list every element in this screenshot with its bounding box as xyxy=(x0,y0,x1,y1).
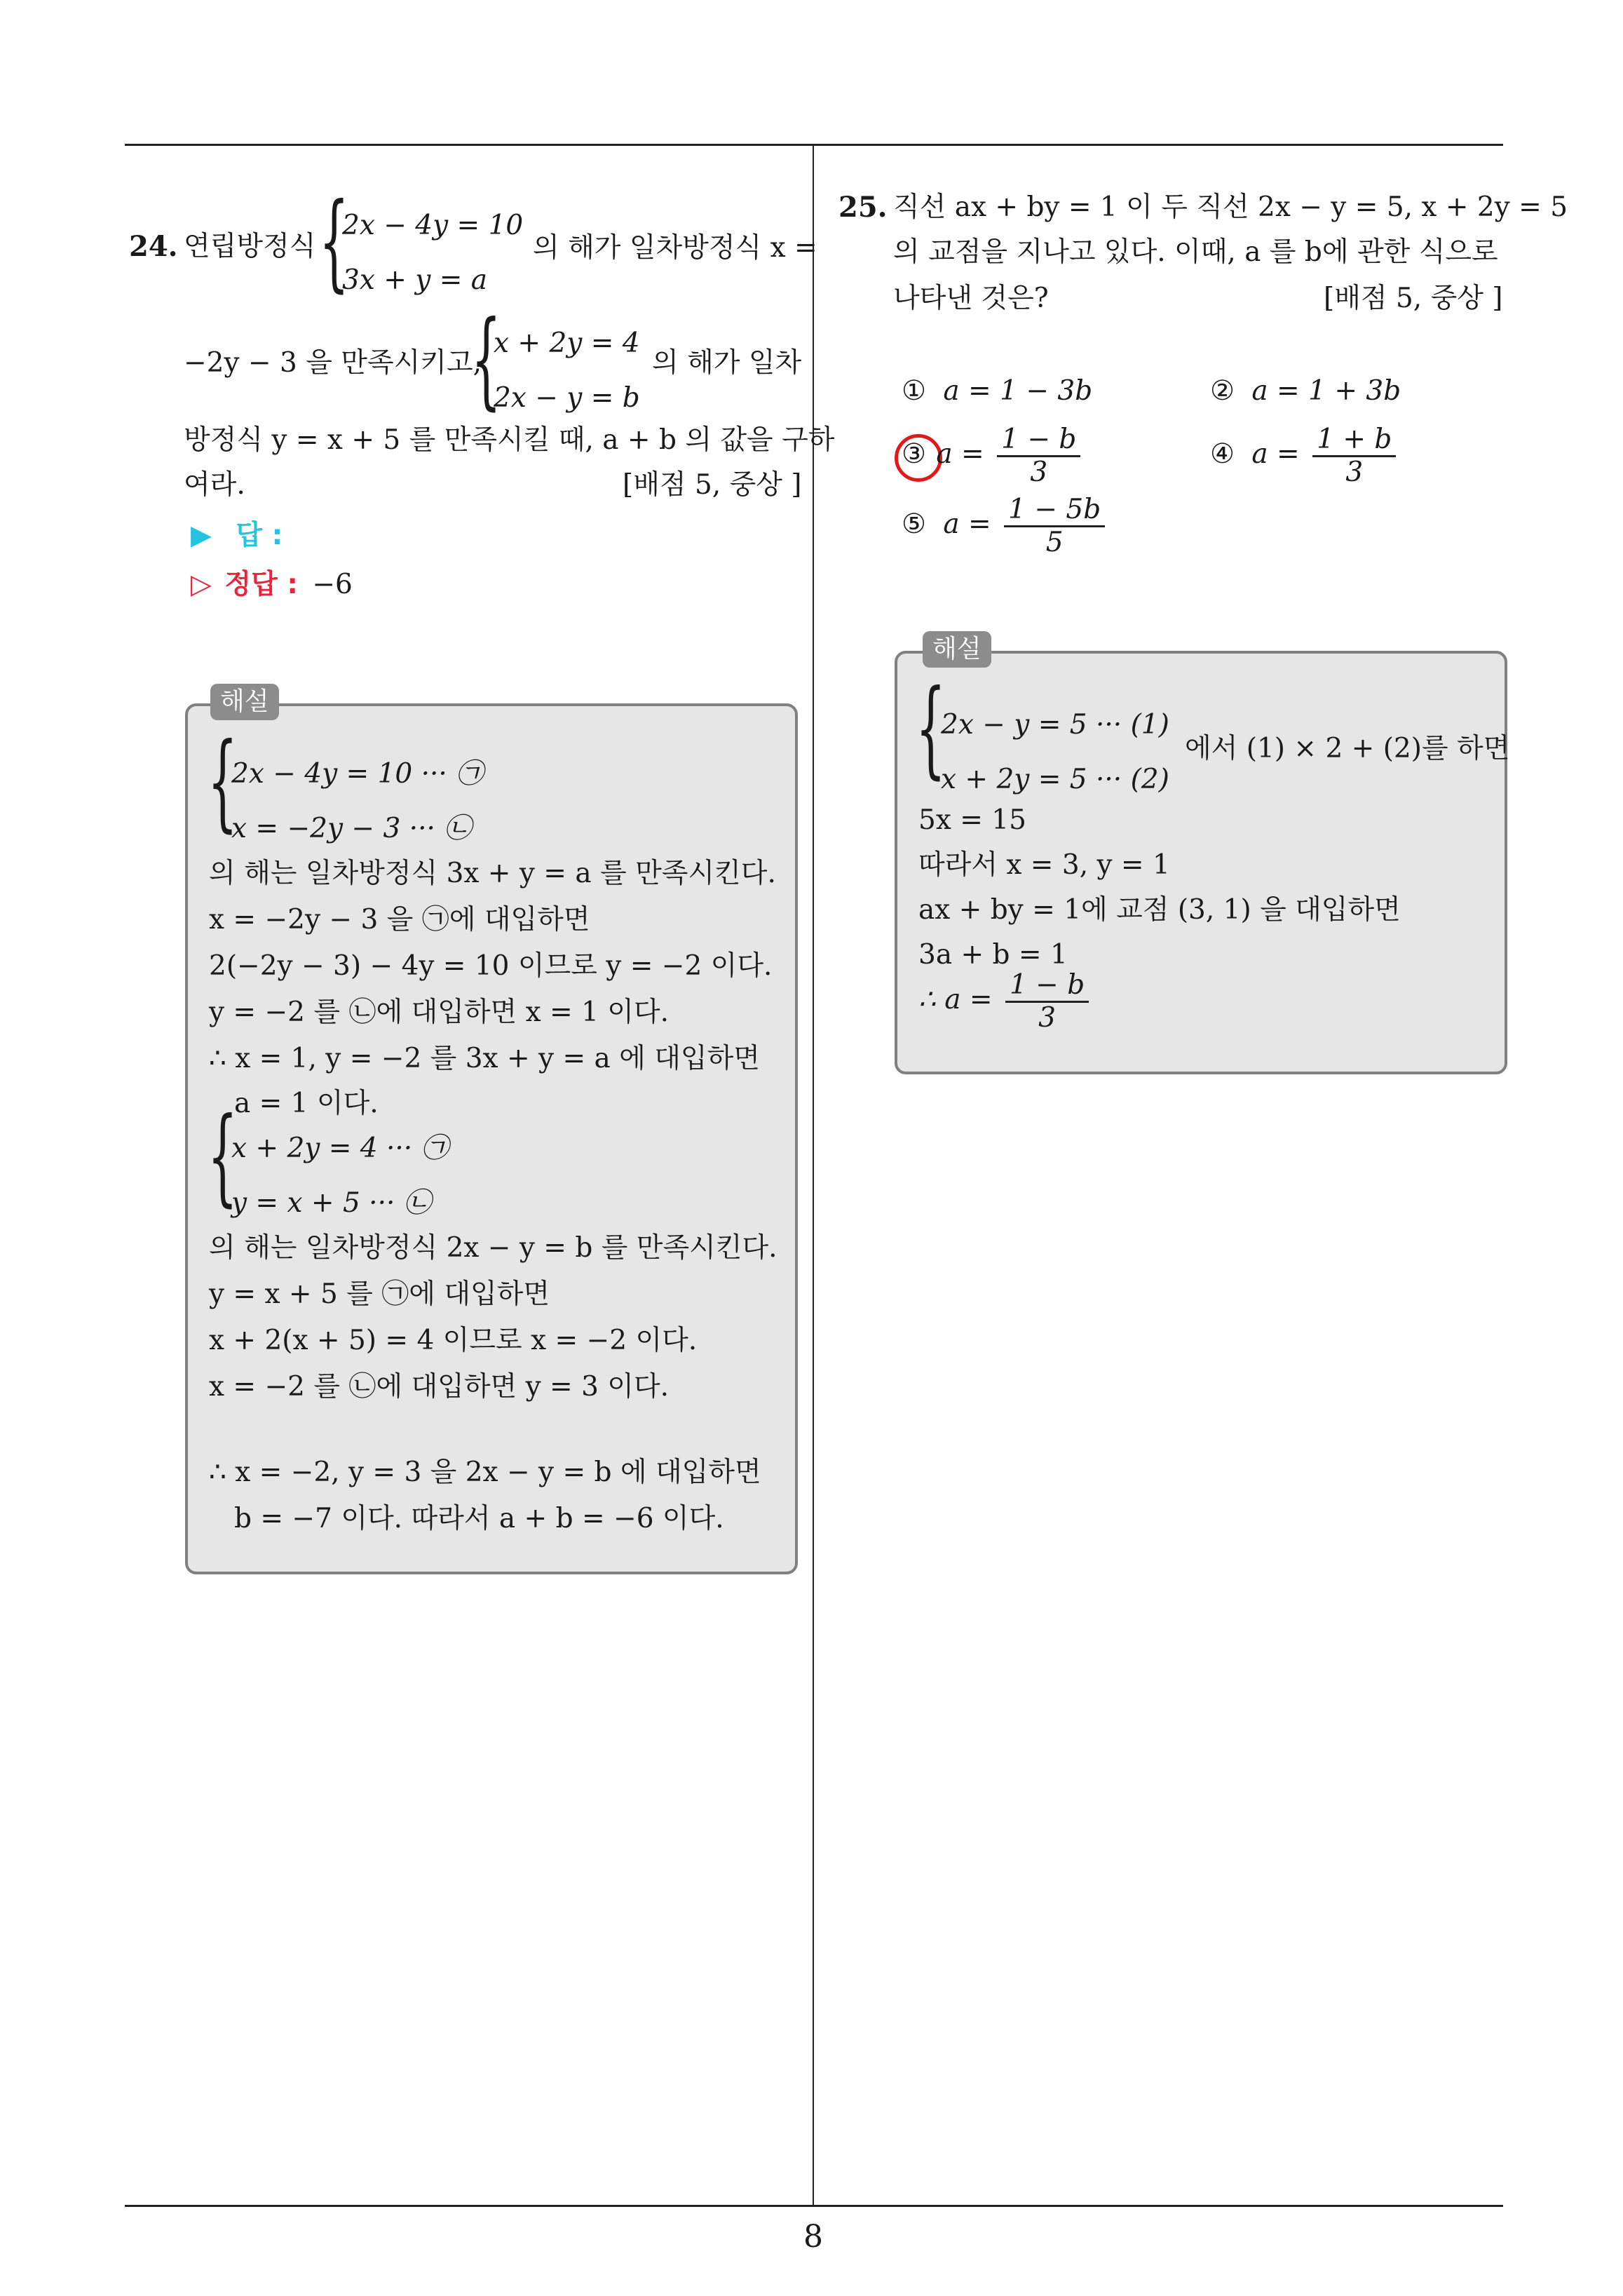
question-number: 25. xyxy=(838,191,888,224)
answer-row xyxy=(191,519,283,553)
choice-3[interactable]: ③ a = $\frac{1 - b}{3}$ xyxy=(902,421,1085,488)
q24-after-system2: 의 해가 일차 xyxy=(652,347,802,379)
sol24-line: a = 1 이다. xyxy=(234,1088,379,1119)
system-brace: { xyxy=(208,721,238,843)
q24-system1-eq2: 3x + y = a xyxy=(342,264,488,296)
sol24-line: y = −2 를 ㉡에 대입하면 x = 1 이다. xyxy=(209,997,670,1028)
fraction: $\frac{1 - b}{3}$ xyxy=(1005,970,1089,1034)
choice-4[interactable]: ④ a = $\frac{1 + b}{3}$ xyxy=(1210,421,1400,488)
question-number: 24. xyxy=(129,230,178,263)
top-rule xyxy=(125,144,1503,146)
q24-line3: 방정식 y = x + 5 를 만족시킬 때, a + b 의 값을 구하 xyxy=(184,424,835,456)
system-brace: { xyxy=(916,668,946,790)
system-brace: { xyxy=(319,181,349,303)
page-number: 8 xyxy=(803,2219,823,2255)
sol24-line: x = −2y − 3 을 ㉠에 대입하면 xyxy=(209,904,590,936)
q25-line3: 나타낸 것은? xyxy=(893,283,1049,314)
choice-1[interactable]: ① a = 1 − 3b xyxy=(902,375,1093,407)
sol24-line: 의 해는 일차방정식 2x − y = b 를 만족시킨다. xyxy=(209,1232,777,1264)
q24-intro: 연립방정식 xyxy=(184,231,316,262)
choice-mark: ④ xyxy=(1210,438,1235,470)
choice-2[interactable]: ② a = 1 + 3b xyxy=(1210,375,1401,407)
system-brace: { xyxy=(208,1095,238,1217)
score-label: [배점 5, 중상 ] xyxy=(623,469,802,501)
solution-tag: 해설 xyxy=(210,684,279,720)
q25-line2: 의 교점을 지나고 있다. 이때, a 를 b에 관한 식으로 xyxy=(893,236,1498,268)
sol24-sys2-eq1: x + 2y = 4 ··· ㉠ xyxy=(231,1133,449,1164)
play-filled-icon: ▶ xyxy=(191,520,212,551)
q24-line2-start: −2y − 3 을 만족시키고, xyxy=(184,347,482,379)
q24-after-system1: 의 해가 일차방정식 x = xyxy=(533,232,817,264)
sol24-line: ∴ x = −2, y = 3 을 2x − y = b 에 대입하면 xyxy=(209,1457,761,1488)
sol24-line: y = x + 5 를 ㉠에 대입하면 xyxy=(209,1278,550,1310)
choice-mark: ① xyxy=(902,375,926,407)
sol25-sys-eq2: x + 2y = 5 ··· (2) xyxy=(941,764,1169,795)
fraction: $\frac{1 - 5b}{5}$ xyxy=(1004,494,1105,558)
sol24-sys1-eq1: 2x − 4y = 10 ··· ㉠ xyxy=(231,758,484,790)
fraction: $\frac{1 - b}{3}$ xyxy=(997,424,1080,488)
sol24-line: x + 2(x + 5) = 4 이므로 x = −2 이다. xyxy=(209,1325,698,1356)
score-label: [배점 5, 중상 ] xyxy=(1324,283,1503,314)
sol24-sys1-eq2: x = −2y − 3 ··· ㉡ xyxy=(231,813,472,844)
fraction: $\frac{1 + b}{3}$ xyxy=(1312,424,1396,488)
system-brace: { xyxy=(471,299,501,421)
sol25-line: 5x = 15 xyxy=(918,804,1026,836)
sol25-sys-eq1: 2x − y = 5 ··· (1) xyxy=(941,709,1169,741)
sol25-final: ∴ a = $\frac{1 - b}{3}$ xyxy=(918,966,1093,1034)
bottom-rule xyxy=(125,2205,1503,2207)
sol25-after-system: 에서 (1) × 2 + (2)를 하면 xyxy=(1185,733,1510,764)
q24-line4: 여라. xyxy=(184,469,245,501)
q24-system2-eq1: x + 2y = 4 xyxy=(494,327,640,359)
sol24-line: ∴ x = 1, y = −2 를 3x + y = a 에 대입하면 xyxy=(209,1043,760,1074)
sol25-line: 3a + b = 1 xyxy=(918,939,1068,971)
choice-5[interactable]: ⑤ a = $\frac{1 - 5b}{5}$ xyxy=(902,491,1109,558)
solution-tag: 해설 xyxy=(923,631,991,668)
sol24-sys2-eq2: y = x + 5 ··· ㉡ xyxy=(231,1187,431,1219)
choice-mark: ② xyxy=(1210,375,1235,407)
sol24-line: x = −2 를 ㉡에 대입하면 y = 3 이다. xyxy=(209,1371,670,1403)
sol25-line: ax + by = 1에 교점 (3, 1) 을 대입하면 xyxy=(918,894,1401,926)
sol24-line: b = −7 이다. 따라서 a + b = −6 이다. xyxy=(234,1503,724,1534)
correct-answer-row xyxy=(191,568,353,602)
correct-label: 정답 : xyxy=(224,569,298,600)
q24-system1-eq1: 2x − 4y = 10 xyxy=(342,210,524,241)
sol24-line: 2(−2y − 3) − 4y = 10 이므로 y = −2 이다. xyxy=(209,950,773,982)
sol25-line: 따라서 x = 3, y = 1 xyxy=(918,849,1170,881)
correct-value: −6 xyxy=(312,569,353,600)
q24-system2-eq2: 2x − y = b xyxy=(494,382,640,414)
q25-line1: 직선 ax + by = 1 이 두 직선 2x − y = 5, x + 2y = 5 xyxy=(893,191,1568,223)
choice-mark: ③ xyxy=(902,438,926,470)
sol24-line: 의 해는 일차방정식 3x + y = a 를 만족시킨다. xyxy=(209,858,776,889)
answer-label: 답 : xyxy=(236,520,283,551)
choice-mark: ⑤ xyxy=(902,508,926,540)
play-outline-icon: ▷ xyxy=(191,569,212,600)
